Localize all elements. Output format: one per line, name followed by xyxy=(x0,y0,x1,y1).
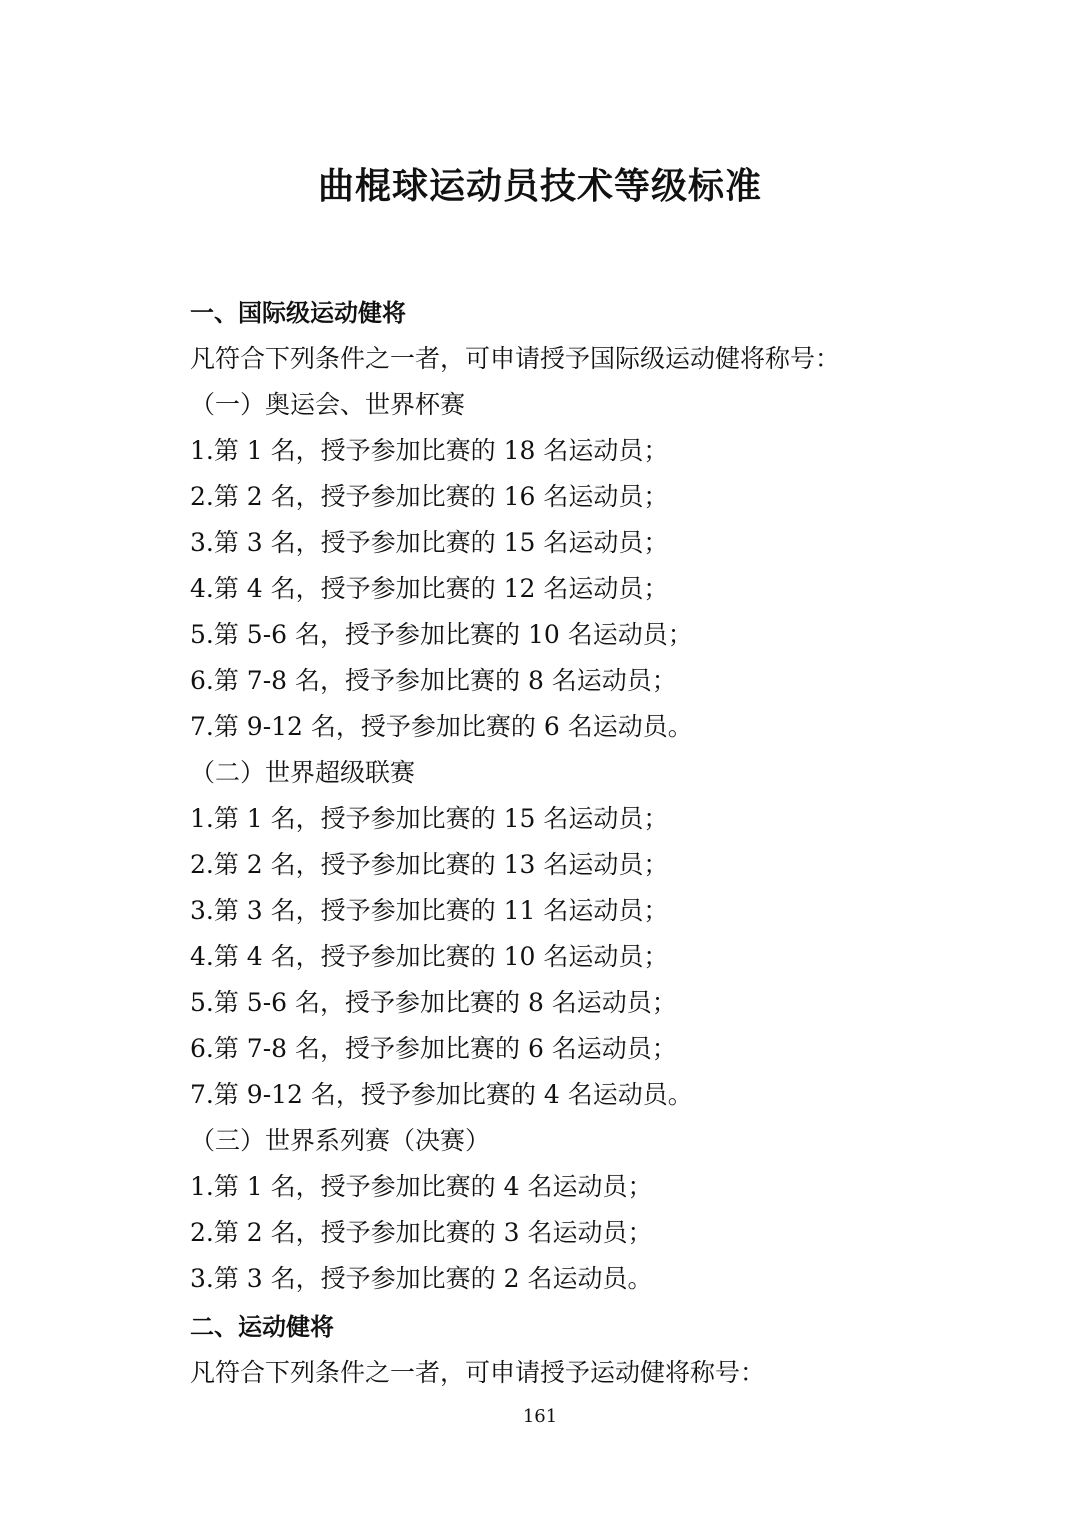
group-heading-world-super-league: （二）世界超级联赛 xyxy=(190,758,416,787)
page-number: 161 xyxy=(522,1406,558,1427)
list-item: 1.第 1 名，授予参加比赛的 4 名运动员； xyxy=(190,1172,653,1201)
list-item: 3.第 3 名，授予参加比赛的 15 名运动员； xyxy=(190,528,669,557)
list-item: 2.第 2 名，授予参加比赛的 16 名运动员； xyxy=(190,482,669,511)
section-heading-master-sportsman: 二、运动健将 xyxy=(190,1313,334,1341)
document-title: 曲棍球运动员技术等级标准 xyxy=(317,165,762,207)
list-item: 3.第 3 名，授予参加比赛的 2 名运动员。 xyxy=(190,1264,653,1293)
list-item: 2.第 2 名，授予参加比赛的 3 名运动员； xyxy=(190,1218,653,1247)
section-intro: 凡符合下列条件之一者，可申请授予国际级运动健将称号： xyxy=(190,344,841,373)
section-heading-international-master: 一、国际级运动健将 xyxy=(190,299,406,327)
list-item: 5.第 5-6 名，授予参加比赛的 10 名运动员； xyxy=(190,620,693,649)
list-item: 5.第 5-6 名，授予参加比赛的 8 名运动员； xyxy=(190,988,677,1017)
list-item: 2.第 2 名，授予参加比赛的 13 名运动员； xyxy=(190,850,669,879)
list-item: 6.第 7-8 名，授予参加比赛的 8 名运动员； xyxy=(190,666,677,695)
section-intro: 凡符合下列条件之一者，可申请授予运动健将称号： xyxy=(190,1358,766,1387)
group-heading-olympics-worldcup: （一）奥运会、世界杯赛 xyxy=(190,390,466,419)
list-item: 1.第 1 名，授予参加比赛的 18 名运动员； xyxy=(190,436,669,465)
list-item: 6.第 7-8 名，授予参加比赛的 6 名运动员； xyxy=(190,1034,677,1063)
list-item: 4.第 4 名，授予参加比赛的 10 名运动员； xyxy=(190,942,669,971)
list-item: 7.第 9-12 名，授予参加比赛的 6 名运动员。 xyxy=(190,712,693,741)
list-item: 4.第 4 名，授予参加比赛的 12 名运动员； xyxy=(190,574,669,603)
list-item: 3.第 3 名，授予参加比赛的 11 名运动员； xyxy=(190,896,669,925)
group-heading-world-series-finals: （三）世界系列赛（决赛） xyxy=(190,1126,491,1155)
list-item: 7.第 9-12 名，授予参加比赛的 4 名运动员。 xyxy=(190,1080,693,1109)
list-item: 1.第 1 名，授予参加比赛的 15 名运动员； xyxy=(190,804,669,833)
